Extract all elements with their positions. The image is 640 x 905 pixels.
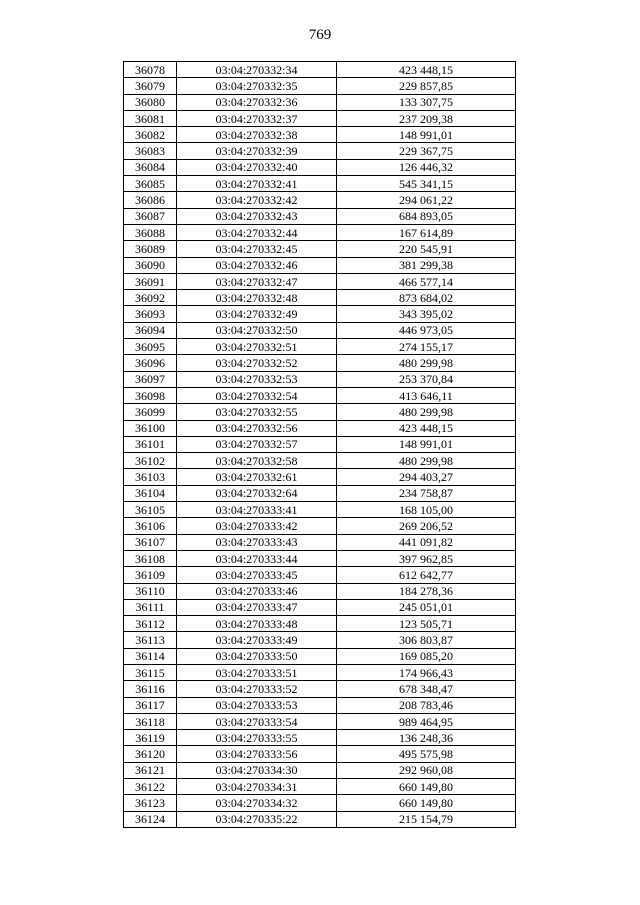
table-row [124, 599, 516, 615]
row-number-cell: 36114 [124, 648, 177, 664]
cadastral-number-cell: 03:04:270332:44 [177, 224, 337, 240]
row-number-cell: 36116 [124, 681, 177, 697]
cadastral-value-cell: 253 370,84 [337, 371, 516, 387]
cadastral-value-cell: 466 577,14 [337, 273, 516, 289]
cadastral-value-cell: 294 061,22 [337, 192, 516, 208]
cadastral-value-cell: 989 464,95 [337, 713, 516, 729]
cadastral-number-cell: 03:04:270333:45 [177, 567, 337, 583]
cadastral-number-cell: 03:04:270332:56 [177, 420, 337, 436]
table-row [124, 730, 516, 746]
cadastral-number-cell: 03:04:270332:58 [177, 453, 337, 469]
cadastral-number-cell: 03:04:270332:36 [177, 94, 337, 110]
row-number-cell: 36110 [124, 583, 177, 599]
table-row [124, 273, 516, 289]
row-number-cell: 36100 [124, 420, 177, 436]
row-number-cell: 36098 [124, 387, 177, 403]
table-row [124, 518, 516, 534]
table-row [124, 110, 516, 126]
row-number-cell: 36105 [124, 502, 177, 518]
cadastral-number-cell: 03:04:270332:50 [177, 322, 337, 338]
cadastral-value-cell: 423 448,15 [337, 62, 516, 78]
cadastral-number-cell: 03:04:270332:64 [177, 485, 337, 501]
cadastral-number-cell: 03:04:270332:52 [177, 355, 337, 371]
row-number-cell: 36087 [124, 208, 177, 224]
cadastral-value-cell: 274 155,17 [337, 339, 516, 355]
table-row [124, 713, 516, 729]
cadastral-value-cell: 174 966,43 [337, 664, 516, 680]
cadastral-value-cell: 441 091,82 [337, 534, 516, 550]
row-number-cell: 36106 [124, 518, 177, 534]
row-number-cell: 36086 [124, 192, 177, 208]
table-row [124, 550, 516, 566]
cadastral-value-cell: 612 642,77 [337, 567, 516, 583]
cadastral-number-cell: 03:04:270333:56 [177, 746, 337, 762]
row-number-cell: 36097 [124, 371, 177, 387]
cadastral-value-cell: 169 085,20 [337, 648, 516, 664]
cadastral-value-table [123, 61, 516, 828]
row-number-cell: 36094 [124, 322, 177, 338]
table-row [124, 355, 516, 371]
cadastral-number-cell: 03:04:270332:35 [177, 78, 337, 94]
cadastral-value-cell: 306 803,87 [337, 632, 516, 648]
cadastral-number-cell: 03:04:270333:46 [177, 583, 337, 599]
table-row [124, 62, 516, 78]
table-row [124, 404, 516, 420]
cadastral-number-cell: 03:04:270332:61 [177, 469, 337, 485]
cadastral-value-cell: 480 299,98 [337, 404, 516, 420]
cadastral-value-cell: 397 962,85 [337, 550, 516, 566]
table-row [124, 192, 516, 208]
table-row [124, 469, 516, 485]
cadastral-number-cell: 03:04:270334:31 [177, 779, 337, 795]
table-row [124, 567, 516, 583]
row-number-cell: 36096 [124, 355, 177, 371]
row-number-cell: 36108 [124, 550, 177, 566]
row-number-cell: 36099 [124, 404, 177, 420]
cadastral-value-cell: 220 545,91 [337, 241, 516, 257]
table-row [124, 583, 516, 599]
row-number-cell: 36109 [124, 567, 177, 583]
cadastral-number-cell: 03:04:270333:41 [177, 502, 337, 518]
cadastral-number-cell: 03:04:270332:54 [177, 387, 337, 403]
cadastral-number-cell: 03:04:270332:45 [177, 241, 337, 257]
table-row [124, 241, 516, 257]
cadastral-number-cell: 03:04:270333:54 [177, 713, 337, 729]
cadastral-number-cell: 03:04:270332:43 [177, 208, 337, 224]
cadastral-value-cell: 184 278,36 [337, 583, 516, 599]
table-row [124, 143, 516, 159]
cadastral-value-cell: 215 154,79 [337, 811, 516, 827]
cadastral-value-cell: 123 505,71 [337, 616, 516, 632]
cadastral-value-cell: 678 348,47 [337, 681, 516, 697]
row-number-cell: 36121 [124, 762, 177, 778]
row-number-cell: 36080 [124, 94, 177, 110]
table-row [124, 453, 516, 469]
cadastral-number-cell: 03:04:270332:42 [177, 192, 337, 208]
row-number-cell: 36120 [124, 746, 177, 762]
cadastral-number-cell: 03:04:270333:44 [177, 550, 337, 566]
cadastral-value-cell: 168 105,00 [337, 502, 516, 518]
table-row [124, 127, 516, 143]
cadastral-number-cell: 03:04:270332:41 [177, 176, 337, 192]
page-number: 769 [308, 27, 332, 43]
cadastral-value-cell: 343 395,02 [337, 306, 516, 322]
table-row [124, 257, 516, 273]
row-number-cell: 36104 [124, 485, 177, 501]
cadastral-value-cell: 126 446,32 [337, 159, 516, 175]
cadastral-value-cell: 545 341,15 [337, 176, 516, 192]
cadastral-number-cell: 03:04:270332:46 [177, 257, 337, 273]
row-number-cell: 36113 [124, 632, 177, 648]
cadastral-value-cell: 480 299,98 [337, 355, 516, 371]
cadastral-value-cell: 229 367,75 [337, 143, 516, 159]
cadastral-number-cell: 03:04:270333:51 [177, 664, 337, 680]
cadastral-value-cell: 294 403,27 [337, 469, 516, 485]
table-row [124, 616, 516, 632]
cadastral-value-cell: 148 991,01 [337, 127, 516, 143]
cadastral-value-cell: 660 149,80 [337, 795, 516, 811]
row-number-cell: 36115 [124, 664, 177, 680]
cadastral-number-cell: 03:04:270332:53 [177, 371, 337, 387]
cadastral-value-cell: 381 299,38 [337, 257, 516, 273]
cadastral-value-cell: 873 684,02 [337, 290, 516, 306]
row-number-cell: 36088 [124, 224, 177, 240]
cadastral-number-cell: 03:04:270332:57 [177, 436, 337, 452]
cadastral-value-cell: 660 149,80 [337, 779, 516, 795]
cadastral-number-cell: 03:04:270332:48 [177, 290, 337, 306]
table-row [124, 322, 516, 338]
row-number-cell: 36102 [124, 453, 177, 469]
cadastral-value-cell: 133 307,75 [337, 94, 516, 110]
cadastral-number-cell: 03:04:270335:22 [177, 811, 337, 827]
table-row [124, 795, 516, 811]
table-body [124, 62, 516, 828]
row-number-cell: 36095 [124, 339, 177, 355]
row-number-cell: 36084 [124, 159, 177, 175]
row-number-cell: 36079 [124, 78, 177, 94]
table-row [124, 485, 516, 501]
cadastral-number-cell: 03:04:270334:30 [177, 762, 337, 778]
row-number-cell: 36101 [124, 436, 177, 452]
table-row [124, 664, 516, 680]
table-row [124, 290, 516, 306]
cadastral-number-cell: 03:04:270333:47 [177, 599, 337, 615]
row-number-cell: 36103 [124, 469, 177, 485]
cadastral-number-cell: 03:04:270333:52 [177, 681, 337, 697]
cadastral-value-cell: 234 758,87 [337, 485, 516, 501]
row-number-cell: 36107 [124, 534, 177, 550]
row-number-cell: 36089 [124, 241, 177, 257]
row-number-cell: 36091 [124, 273, 177, 289]
table-row [124, 224, 516, 240]
cadastral-number-cell: 03:04:270333:53 [177, 697, 337, 713]
cadastral-number-cell: 03:04:270333:48 [177, 616, 337, 632]
cadastral-number-cell: 03:04:270333:50 [177, 648, 337, 664]
cadastral-number-cell: 03:04:270333:42 [177, 518, 337, 534]
cadastral-value-cell: 292 960,08 [337, 762, 516, 778]
row-number-cell: 36090 [124, 257, 177, 273]
cadastral-value-cell: 167 614,89 [337, 224, 516, 240]
cadastral-value-cell: 148 991,01 [337, 436, 516, 452]
table-row [124, 306, 516, 322]
table-row [124, 371, 516, 387]
cadastral-value-cell: 136 248,36 [337, 730, 516, 746]
row-number-cell: 36078 [124, 62, 177, 78]
row-number-cell: 36122 [124, 779, 177, 795]
cadastral-value-cell: 229 857,85 [337, 78, 516, 94]
table-row [124, 176, 516, 192]
table-row [124, 159, 516, 175]
cadastral-number-cell: 03:04:270332:39 [177, 143, 337, 159]
cadastral-number-cell: 03:04:270332:37 [177, 110, 337, 126]
table-row [124, 78, 516, 94]
cadastral-number-cell: 03:04:270333:55 [177, 730, 337, 746]
row-number-cell: 36093 [124, 306, 177, 322]
row-number-cell: 36082 [124, 127, 177, 143]
table-row [124, 746, 516, 762]
row-number-cell: 36124 [124, 811, 177, 827]
row-number-cell: 36092 [124, 290, 177, 306]
cadastral-value-cell: 480 299,98 [337, 453, 516, 469]
cadastral-value-cell: 446 973,05 [337, 322, 516, 338]
row-number-cell: 36085 [124, 176, 177, 192]
table-row [124, 436, 516, 452]
table-row [124, 420, 516, 436]
row-number-cell: 36119 [124, 730, 177, 746]
table-row [124, 779, 516, 795]
table-row [124, 534, 516, 550]
table-row [124, 762, 516, 778]
table-row [124, 632, 516, 648]
row-number-cell: 36112 [124, 616, 177, 632]
table-row [124, 502, 516, 518]
cadastral-number-cell: 03:04:270332:51 [177, 339, 337, 355]
row-number-cell: 36123 [124, 795, 177, 811]
cadastral-number-cell: 03:04:270332:55 [177, 404, 337, 420]
cadastral-number-cell: 03:04:270332:47 [177, 273, 337, 289]
cadastral-number-cell: 03:04:270333:43 [177, 534, 337, 550]
cadastral-number-cell: 03:04:270334:32 [177, 795, 337, 811]
cadastral-number-cell: 03:04:270332:38 [177, 127, 337, 143]
cadastral-value-cell: 245 051,01 [337, 599, 516, 615]
cadastral-value-cell: 413 646,11 [337, 387, 516, 403]
cadastral-value-cell: 269 206,52 [337, 518, 516, 534]
cadastral-number-cell: 03:04:270332:40 [177, 159, 337, 175]
table-row [124, 339, 516, 355]
cadastral-number-cell: 03:04:270333:49 [177, 632, 337, 648]
cadastral-value-cell: 684 893,05 [337, 208, 516, 224]
row-number-cell: 36118 [124, 713, 177, 729]
cadastral-value-cell: 208 783,46 [337, 697, 516, 713]
table-row [124, 697, 516, 713]
table-row [124, 208, 516, 224]
row-number-cell: 36117 [124, 697, 177, 713]
table-row [124, 648, 516, 664]
row-number-cell: 36081 [124, 110, 177, 126]
cadastral-value-cell: 495 575,98 [337, 746, 516, 762]
cadastral-number-cell: 03:04:270332:49 [177, 306, 337, 322]
table-row [124, 94, 516, 110]
row-number-cell: 36111 [124, 599, 177, 615]
cadastral-value-cell: 237 209,38 [337, 110, 516, 126]
row-number-cell: 36083 [124, 143, 177, 159]
table-row [124, 387, 516, 403]
table-row [124, 681, 516, 697]
table-row [124, 811, 516, 827]
cadastral-number-cell: 03:04:270332:34 [177, 62, 337, 78]
cadastral-value-cell: 423 448,15 [337, 420, 516, 436]
